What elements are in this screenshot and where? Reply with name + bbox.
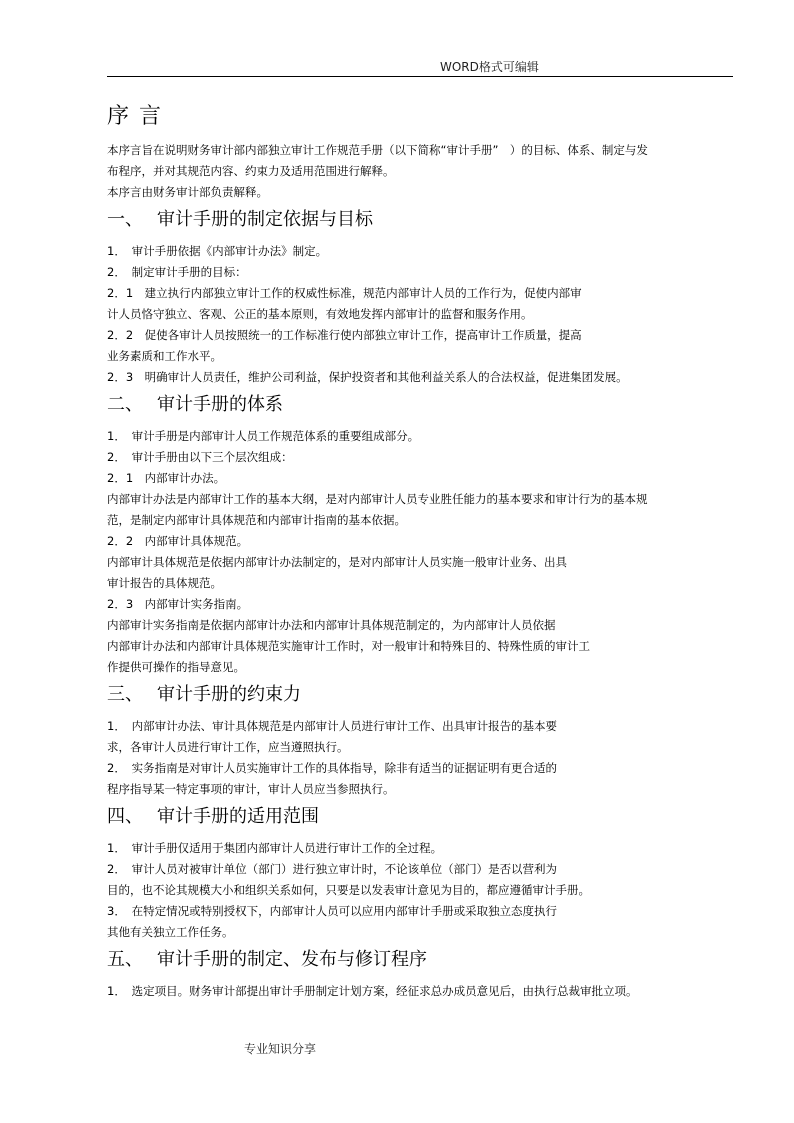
document-body	[107, 100, 733, 1002]
section-number: 一、	[107, 209, 143, 230]
section-line: 2．3 内部审计实务指南。	[107, 597, 249, 611]
section-line: 1． 选定项目。财务审计部提出审计手册制定计划方案，经征求总办成员意见后，由执行总裁审批立项。	[107, 984, 638, 998]
section-title: 审计手册的约束力	[157, 684, 301, 705]
section-line: 2． 制定审计手册的目标：	[107, 265, 247, 279]
section-line: 3． 在特定情况或特别授权下，内部审计人员可以应用内部审计手册或采取独立态度执行	[107, 904, 558, 918]
page-footer: 专业知识分享	[244, 1042, 317, 1056]
section-title: 审计手册的制定依据与目标	[157, 209, 373, 230]
section-number: 三、	[107, 684, 143, 705]
preface-line: 本序言由财务审计部负责解释。	[107, 185, 268, 199]
section-line: 范，是制定内部审计具体规范和内部审计指南的基本依据。	[107, 513, 406, 527]
section-line: 审计报告的具体规范。	[107, 576, 222, 590]
section-line: 2．3 明确审计人员责任，维护公司利益，保护投资者和其他利益关系人的合法权益，促进集团发展。	[107, 370, 628, 384]
section-line: 计人员恪守独立、客观、公正的基本原则，有效地发挥内部审计的监督和服务作用。	[107, 307, 533, 321]
section-line: 求，各审计人员进行审计工作，应当遵照执行。	[107, 740, 349, 754]
section-number: 五、	[107, 949, 143, 970]
header-divider	[107, 76, 733, 77]
section-line: 2． 审计手册由以下三个层次组成：	[107, 450, 293, 464]
section-title: 审计手册的适用范围	[157, 806, 319, 827]
section-line: 1． 内部审计办法、审计具体规范是内部审计人员进行审计工作、出具审计报告的基本要	[107, 719, 558, 733]
section-line: 内部审计办法是内部审计工作的基本大纲，是对内部审计人员专业胜任能力的基本要求和审计行为的基本规	[107, 492, 648, 506]
section-title: 审计手册的制定、发布与修订程序	[157, 949, 427, 970]
section-line: 内部审计具体规范是依据内部审计办法制定的，是对内部审计人员实施一般审计业务、出具	[107, 555, 567, 569]
section-heading	[107, 802, 733, 832]
section-line: 内部审计办法和内部审计具体规范实施审计工作时，对一般审计和特殊目的、特殊性质的审计工	[107, 639, 590, 653]
document-title: 序言	[107, 104, 172, 129]
section-heading	[107, 390, 733, 420]
section-line: 2．2 促使各审计人员按照统一的工作标准行使内部独立审计工作，提高审计工作质量，提高	[107, 328, 582, 342]
section-heading	[107, 205, 733, 235]
section-heading	[107, 680, 733, 710]
preface-line: 布程序，并对其规范内容、约束力及适用范围进行解释。	[107, 164, 395, 178]
section-line: 1． 审计手册仅适用于集团内部审计人员进行审计工作的全过程。	[107, 841, 443, 855]
preface-line: 本序言旨在说明财务审计部内部独立审计工作规范手册（以下简称“审计手册” ）的目标、体系、制定与发	[107, 143, 648, 157]
section-line: 程序指导某一特定事项的审计，审计人员应当参照执行。	[107, 782, 395, 796]
section-line: 其他有关独立工作任务。	[107, 925, 234, 939]
section-line: 2．1 内部审计办法。	[107, 471, 226, 485]
page-header: WORD格式可编辑	[440, 60, 539, 74]
section-line: 作提供可操作的指导意见。	[107, 660, 245, 674]
section-line: 内部审计实务指南是依据内部审计办法和内部审计具体规范制定的，为内部审计人员依据	[107, 618, 556, 632]
section-line: 2． 审计人员对被审计单位（部门）进行独立审计时，不论该单位（部门）是否以营利为	[107, 862, 558, 876]
section-title: 审计手册的体系	[157, 394, 283, 415]
section-line: 1． 审计手册依据《内部审计办法》制定。	[107, 244, 328, 258]
preface-block	[107, 140, 733, 203]
section-number: 四、	[107, 806, 143, 827]
sections-block	[107, 205, 733, 1002]
section-line: 2． 实务指南是对审计人员实施审计工作的具体指导，除非有适当的证据证明有更合适的	[107, 761, 558, 775]
section-line: 业务素质和工作水平。	[107, 349, 222, 363]
section-line: 2．1 建立执行内部独立审计工作的权威性标准，规范内部审计人员的工作行为，促使内部审	[107, 286, 582, 300]
section-line: 2．2 内部审计具体规范。	[107, 534, 249, 548]
section-heading	[107, 945, 733, 975]
section-line: 1． 审计手册是内部审计人员工作规范体系的重要组成部分。	[107, 429, 420, 443]
section-line: 目的，也不论其规模大小和组织关系如何，只要是以发表审计意见为目的，都应遵循审计手册。	[107, 883, 590, 897]
section-number: 二、	[107, 394, 143, 415]
